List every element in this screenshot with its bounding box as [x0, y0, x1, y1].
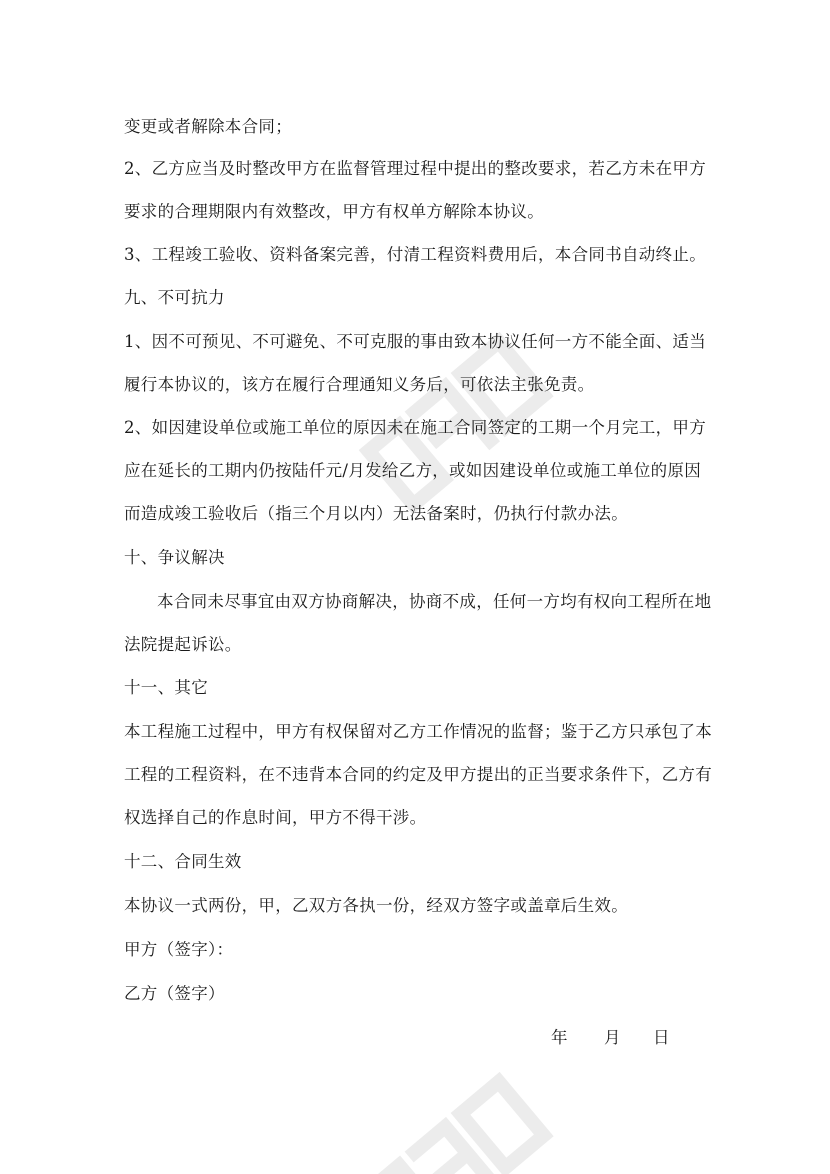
section-heading: 十一、其它	[124, 678, 208, 697]
text-line: 2、乙方应当及时整改甲方在监督管理过程中提出的整改要求，若乙方未在甲方	[124, 159, 706, 178]
text-line: 权选择自己的作息时间，甲方不得干涉。	[124, 808, 427, 827]
section-heading: 十二、合同生效	[124, 852, 242, 871]
text-line: 本协议一式两份，甲，乙双方各执一份，经双方签字或盖章后生效。	[124, 896, 628, 915]
date-day: 日	[653, 1028, 670, 1047]
date-month: 月	[604, 1028, 621, 1047]
text-line: 法院提起诉讼。	[124, 635, 242, 654]
signature-party-b: 乙方（签字）	[124, 984, 225, 1003]
watermark-graphic-bottom	[330, 1070, 590, 1174]
text-line: 变更或者解除本合同；	[124, 117, 292, 136]
text-line: 3、工程竣工验收、资料备案完善，付清工程资料费用后，本合同书自动终止。	[124, 245, 706, 264]
text-line: 工程的工程资料，在不违背本合同的约定及甲方提出的正当要求条件下，乙方有	[124, 765, 712, 784]
text-line: 应在延长的工期内仍按陆仟元/月发给乙方，或如因建设单位或施工单位的原因	[124, 461, 702, 480]
text-line: 2、如因建设单位或施工单位的原因未在施工合同签定的工期一个月完工，甲方	[124, 418, 706, 437]
text-line: 1、因不可预见、不可避免、不可克服的事由致本协议任何一方不能全面、适当	[124, 332, 706, 351]
section-heading: 十、争议解决	[124, 548, 225, 567]
text-line: 要求的合理期限内有效整改，甲方有权单方解除本协议。	[124, 202, 544, 221]
text-line: 本合同未尽事宜由双方协商解决，协商不成，任何一方均有权向工程所在地	[157, 592, 712, 611]
section-heading: 九、不可抗力	[124, 288, 225, 307]
date-year: 年	[551, 1028, 568, 1047]
signature-party-a: 甲方（签字）：	[124, 940, 234, 959]
text-line: 履行本协议的，该方在履行合理通知义务后，可依法主张免责。	[124, 375, 595, 394]
text-line: 而造成竣工验收后（指三个月以内）无法备案时，仍执行付款办法。	[124, 504, 628, 523]
text-line: 本工程施工过程中，甲方有权保留对乙方工作情况的监督；鉴于乙方只承包了本	[124, 722, 712, 741]
